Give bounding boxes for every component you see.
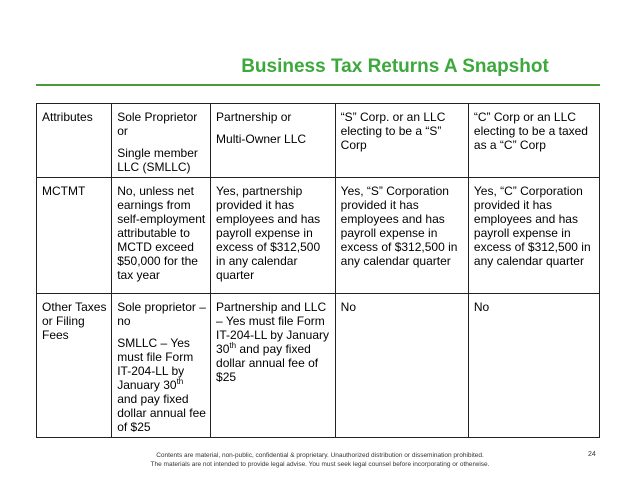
mctmt-partnership: Yes, partnership provided it has employees and has payroll expense in excess of $312,500 in any calendar quarter [211, 178, 336, 294]
header-sole-proprietor [112, 104, 211, 178]
header-partnership-line2: Multi-Owner LLC [216, 132, 307, 146]
other-c-corp: No [468, 294, 599, 438]
tax-returns-table [36, 103, 600, 438]
header-partnership [211, 104, 336, 178]
other-sole-line2-a: SMLLC – Yes must file Form IT-204-LL by January 30 [117, 336, 194, 392]
other-sole-line1: Sole proprietor – no [117, 300, 206, 328]
header-partnership-line1: Partnership or [216, 110, 292, 124]
other-label: Other Taxes or Filing Fees [37, 294, 112, 438]
header-sole-line1: Sole Proprietor or [117, 110, 198, 138]
other-partnership-b: and pay fixed dollar annual fee of $25 [216, 342, 319, 384]
page-number: 24 [588, 451, 596, 458]
header-attributes: Attributes [37, 104, 112, 178]
page-title: Business Tax Returns A Snapshot [241, 56, 549, 77]
mctmt-label: MCTMT [37, 178, 112, 294]
mctmt-sole: No, unless net earnings from self-employment attributable to MCTD exceed $50,000 for the tax year [112, 178, 211, 294]
header-c-corp: “C” Corp or an LLC electing to be a taxed as a “C” Corp [468, 104, 599, 178]
header-sole-line2: Single member LLC (SMLLC) [117, 146, 198, 174]
other-s-corp: No [335, 294, 468, 438]
other-sole-line2 [117, 336, 206, 434]
other-partnership-sup: th [229, 341, 237, 350]
mctmt-c-corp: Yes, “C” Corporation provided it has employees and has payroll expense in excess of $312,500 in any calendar quarter [468, 178, 599, 294]
footer-disclaimer [120, 451, 520, 469]
footer-line1: Contents are material, non-public, confidential & proprietary. Unauthorized distribution or dissemination prohibited. [156, 452, 484, 459]
table-row-other-fees [37, 294, 600, 438]
header-s-corp: “S” Corp. or an LLC electing to be a “S” Corp [335, 104, 468, 178]
other-sole-sup: th [176, 377, 184, 386]
other-partnership-a: Partnership and LLC – Yes must file Form IT-204-LL by January 30 [216, 300, 329, 356]
other-partnership [211, 294, 336, 438]
other-sole [112, 294, 211, 438]
footer-line2: The materials are not intended to provide legal advise. You must seek legal counsel before incorporating or otherwise. [150, 461, 490, 468]
mctmt-s-corp: Yes, “S” Corporation provided it has employees and has payroll expense in excess of $312,500 in any calendar quarter [335, 178, 468, 294]
title-divider [36, 84, 600, 86]
table-header-row [37, 104, 600, 178]
other-sole-line2-b: and pay fixed dollar annual fee of $25 [117, 392, 206, 434]
table-row-mctmt [37, 178, 600, 294]
